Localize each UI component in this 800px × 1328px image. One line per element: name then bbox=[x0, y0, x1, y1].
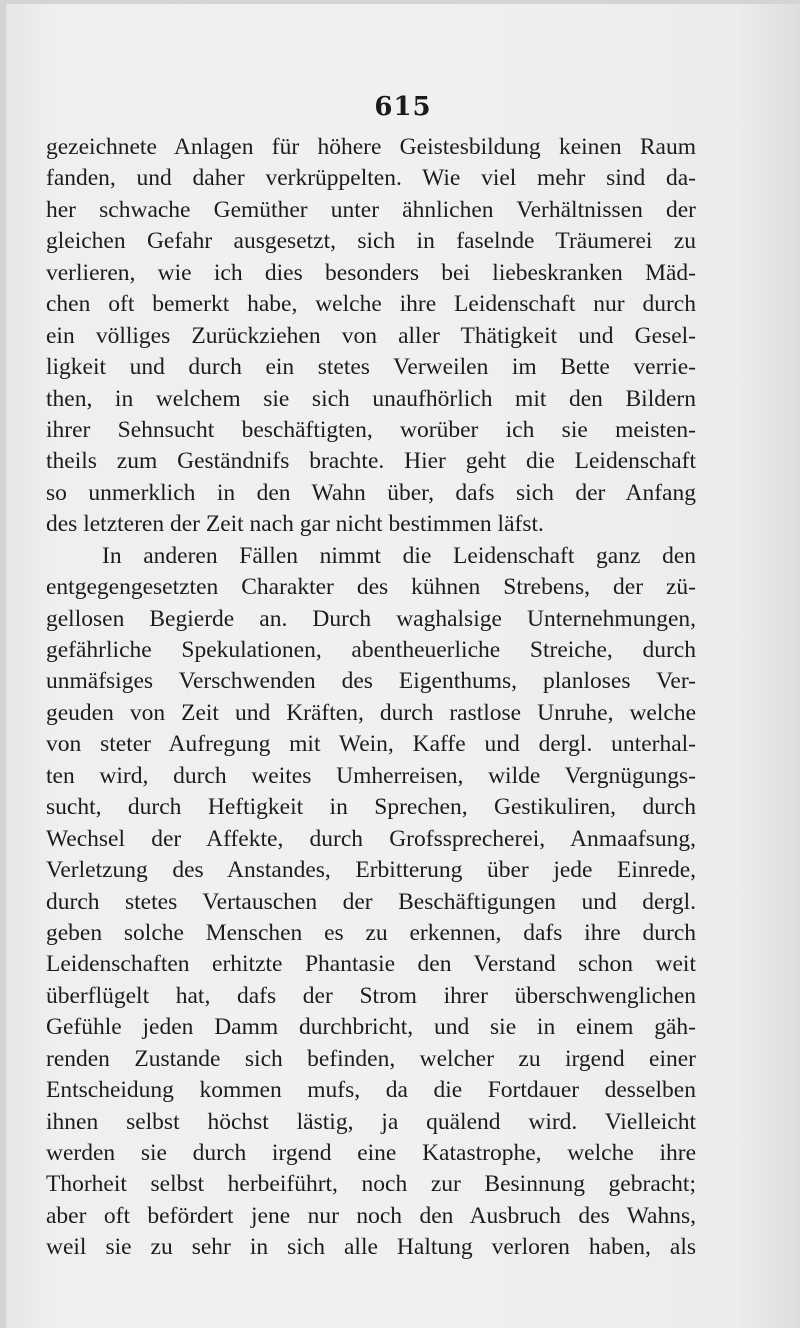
text-line: fanden, und daher verkrüppelten. Wie viel mehr sind da- bbox=[46, 165, 696, 192]
page-number: 615 bbox=[374, 92, 432, 122]
text-line: Gefühle jeden Damm durchbricht, und sie in einem gäh- bbox=[46, 1014, 696, 1041]
paragraph bbox=[46, 132, 696, 541]
text-line: ihrer Sehnsucht beschäftigten, worüber ich sie meisten- bbox=[46, 416, 696, 443]
text-line: entgegengesetzten Charakter des kühnen Strebens, der zü- bbox=[46, 574, 696, 601]
text-line: Verletzung des Anstandes, Erbitterung über jede Einrede, bbox=[46, 857, 696, 884]
text-line: Wechsel der Affekte, durch Grofssprecherei, Anmaafsung, bbox=[46, 825, 696, 852]
body-text bbox=[46, 132, 696, 1264]
text-line: durch stetes Vertauschen der Beschäftigungen und dergl. bbox=[46, 888, 696, 915]
text-line: sucht, durch Heftigkeit in Sprechen, Gestikuliren, durch bbox=[46, 794, 696, 821]
text-line: renden Zustande sich befinden, welcher zu irgend einer bbox=[46, 1045, 696, 1072]
text-line: gezeichnete Anlagen für höhere Geistesbildung keinen Raum bbox=[46, 134, 696, 160]
text-line: geben solche Menschen es zu erkennen, dafs ihre durch bbox=[46, 919, 696, 946]
text-line: Thorheit selbst herbeiführt, noch zur Besinnung gebracht; bbox=[46, 1171, 696, 1198]
text-line: des letzteren der Zeit nach gar nicht bestimmen läfst. bbox=[46, 511, 544, 538]
text-line: ligkeit und durch ein stetes Verweilen im Bette verrie- bbox=[46, 354, 696, 381]
text-line: überflügelt hat, dafs der Strom ihrer überschwenglichen bbox=[46, 982, 696, 1009]
text-line: her schwache Gemüther unter ähnlichen Verhältnissen der bbox=[46, 196, 696, 223]
text-line: chen oft bemerkt habe, welche ihre Leidenschaft nur durch bbox=[46, 291, 696, 318]
text-line: geuden von Zeit und Kräften, durch rastlose Unruhe, welche bbox=[46, 699, 696, 726]
text-line: ten wird, durch weites Umherreisen, wilde Vergnügungs- bbox=[46, 762, 696, 789]
text-line: unmäfsiges Verschwenden des Eigenthums, planloses Ver- bbox=[46, 668, 696, 695]
text-line: gleichen Gefahr ausgesetzt, sich in faselnde Träumerei zu bbox=[46, 228, 696, 255]
text-line: verlieren, wie ich dies besonders bei liebeskranken Mäd- bbox=[46, 259, 696, 286]
text-line: gellosen Begierde an. Durch waghalsige Unternehmungen, bbox=[46, 605, 696, 632]
text-line: von steter Aufregung mit Wein, Kaffe und dergl. unterhal- bbox=[46, 731, 696, 758]
text-line: gefährliche Spekulationen, abentheuerliche Streiche, durch bbox=[46, 637, 696, 663]
book-page bbox=[6, 4, 800, 1328]
text-line: aber oft befördert jene nur noch den Ausbruch des Wahns, bbox=[46, 1202, 696, 1229]
text-line: so unmerklich in den Wahn über, dafs sich der Anfang bbox=[46, 479, 696, 506]
text-line: Entscheidung kommen mufs, da die Fortdauer desselben bbox=[46, 1077, 696, 1104]
text-line: weil sie zu sehr in sich alle Haltung verloren haben, als bbox=[46, 1234, 696, 1261]
text-line: werden sie durch irgend eine Katastrophe, welche ihre bbox=[46, 1140, 696, 1166]
paragraph bbox=[46, 541, 696, 1264]
text-line: theils zum Geständnifs brachte. Hier geht die Leidenschaft bbox=[46, 448, 696, 475]
text-line: then, in welchem sie sich unaufhörlich mit den Bildern bbox=[46, 385, 696, 412]
text-line: In anderen Fällen nimmt die Leidenschaft ganz den bbox=[102, 542, 696, 569]
text-line: ihnen selbst höchst lästig, ja quälend wird. Vielleicht bbox=[46, 1108, 696, 1135]
text-line: ein völliges Zurückziehen von aller Thätigkeit und Gesel- bbox=[46, 322, 696, 349]
text-line: Leidenschaften erhitzte Phantasie den Verstand schon weit bbox=[46, 951, 696, 978]
